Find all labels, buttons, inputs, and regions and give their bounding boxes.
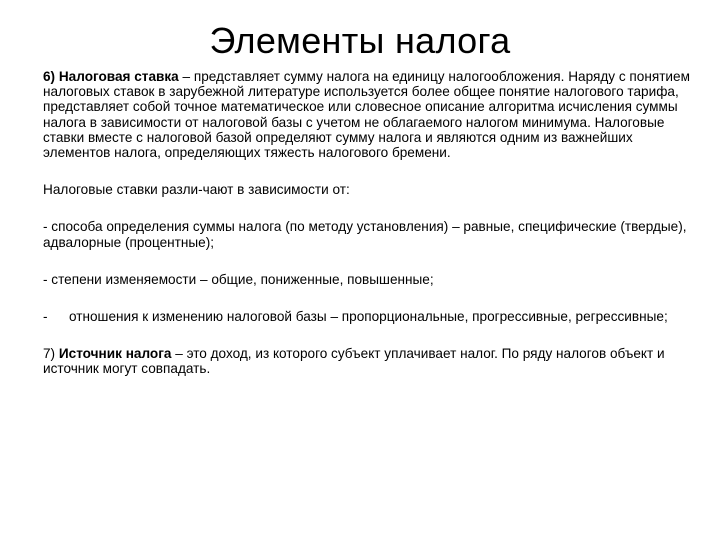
spacer [43,287,691,309]
list-dash: - [43,309,48,325]
list-item-variability: - степени изменяемости – общие, пониженные, повышенные; [43,271,434,287]
list-item-base-relation [43,309,691,324]
tax-rate-heading: 6) Налоговая ставка [43,69,179,84]
spacer [43,197,691,219]
tax-rate-text: – представляет сумму налога на единицу налогообложения. Наряду с понятием налоговых ставок в зарубежной литературе используется более общее понятие налогового тарифа, представляет собой точное математическое или словесное описание алгоритма исчисления суммы налога в зависимости от налоговой базы с учетом не облагаемого налогом минимума. Налоговые ставки вместе с налоговой базой определяют сумму налога и являются одним из важнейших элементов налога, определяющих тяжесть налогового бремени. [43,69,690,161]
spacer [43,160,691,182]
spacer [43,250,691,272]
list-item-method: - способа определения суммы налога (по методу установления) – равные, специфические (твердые), адвалорные (процентные); [43,219,687,250]
paragraph-tax-source [43,346,691,376]
spacer [43,324,691,346]
paragraph-tax-rate [43,69,691,160]
tax-source-heading: Источник налога [58,346,172,362]
slide-title: Элементы налога [209,20,511,61]
tax-source-text: – это доход, из которого субъект уплачивает налог. По ряду налогов объект и источник могут совпадать. [43,346,665,377]
list-item-base-relation-text: отношения к изменению налоговой базы – пропорциональные, прогрессивные, регрессивные; [69,309,668,325]
slide-body [43,69,691,377]
paragraph-rates-differ: Налоговые ставки разли-чают в зависимости от: [43,182,350,198]
tax-source-number: 7) [43,346,59,362]
